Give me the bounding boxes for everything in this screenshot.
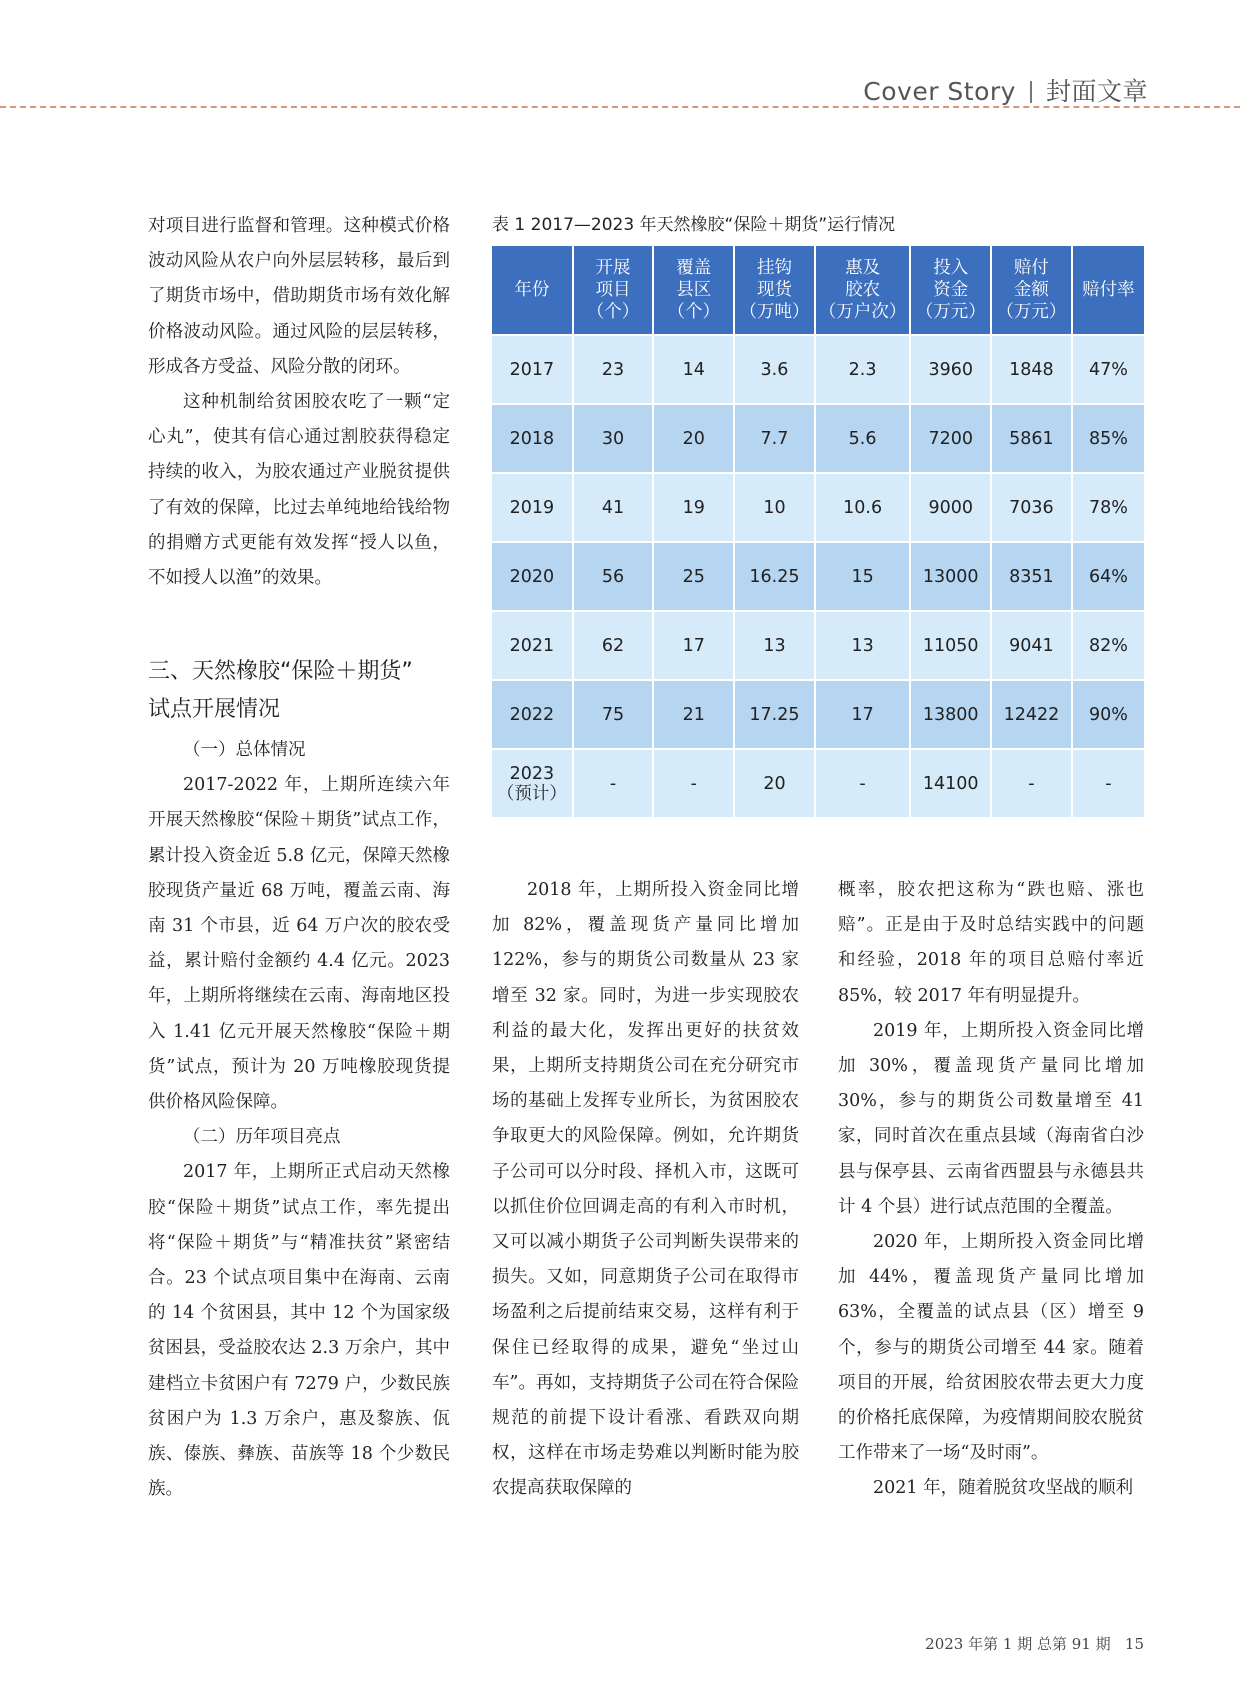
cell-rate: 85%	[1072, 404, 1144, 473]
cell-counties: -	[653, 749, 734, 817]
table-header-row	[492, 246, 1144, 335]
paragraph: 2021 年，随着脱贫攻坚战的顺利	[873, 1478, 1134, 1499]
running-header	[863, 72, 1148, 108]
cell-farmers: 5.6	[815, 404, 911, 473]
issue-info: 2023 年第 1 期 总第 91 期	[925, 1635, 1111, 1653]
cell-projects: -	[573, 749, 654, 817]
cell-counties: 20	[653, 404, 734, 473]
paragraph: 2017-2022 年，上期所连续六年开展天然橡胶“保险＋期货”试点工作，累计投入资金近 5.8 亿元，保障天然橡胶现货产量近 68 万吨，覆盖云南、海南 31 个市县，近 64 万户次的胶农受益，累计赔付金额约 4.4 亿元。2023 年，上期所将继续在云南、海南地区投入 1.41 亿元开展天然橡胶“保险＋期货”试点，预计为 20 万吨橡胶现货提供价格风险保障。	[148, 775, 450, 1113]
cell-farmers: 10.6	[815, 473, 911, 542]
header-payout: 赔付 金额 （万元）	[991, 246, 1072, 335]
table-row	[492, 473, 1144, 542]
cell-counties: 25	[653, 542, 734, 611]
table-row	[492, 335, 1144, 404]
table-row	[492, 680, 1144, 749]
cell-year-note: （预计）	[496, 783, 567, 804]
table-row	[492, 749, 1144, 817]
cell-rate: 78%	[1072, 473, 1144, 542]
table-row	[492, 611, 1144, 680]
cell-invest: 9000	[910, 473, 991, 542]
paragraph: 2017 年，上期所正式启动天然橡胶“保险＋期货”试点工作，率先提出将“保险＋期货”与“精准扶贫”紧密结合。23 个试点项目集中在海南、云南的 14 个贫困县，其中 12 个为国家级贫困县，受益胶农达 2.3 万余户，其中建档立卡贫困户有 7279 户，少数民族贫困户为 1.3 万余户，惠及黎族、佤族、傣族、彝族、苗族等 18 个少数民族。	[148, 1162, 450, 1500]
paragraph: 2018 年，上期所投入资金同比增加 82%，覆盖现货产量同比增加 122%，参与的期货公司数量从 23 家增至 32 家。同时，为进一步实现胶农利益的最大化，发挥出更好的扶贫效果，上期所支持期货公司在充分研究市场的基础上发挥专业所长，为贫困胶农争取更大的风险保障。例如，允许期货子公司可以分时段、择机入市，这既可以抓住价位回调走高的有利入市时机，又可以减小期货子公司判断失误带来的损失。又如，同意期货子公司在取得市场盈利之后提前结束交易，这样有利于保住已经取得的成果，避免“坐过山车”。再如，支持期货子公司在符合保险规范的前提下设计看涨、看跌双向期权，这样在市场走势难以判断时能为胶农提高获取保障的	[492, 880, 799, 1499]
section-heading-line1: 三、天然橡胶“保险＋期货”	[148, 659, 413, 684]
cell-projects: 56	[573, 542, 654, 611]
header-projects: 开展 项目 （个）	[573, 246, 654, 335]
cell-farmers: -	[815, 749, 911, 817]
data-table	[492, 246, 1144, 817]
page-number: 15	[1124, 1635, 1144, 1653]
cell-rate: 90%	[1072, 680, 1144, 749]
cell-invest: 13800	[910, 680, 991, 749]
cell-spot: 20	[734, 749, 815, 817]
cell-counties: 21	[653, 680, 734, 749]
paragraph: 2020 年，上期所投入资金同比增加 44%，覆盖现货产量同比增加 63%，全覆盖的试点县（区）增至 9 个，参与的期货公司增至 44 家。随着项目的开展，给贫困胶农带去更大力度的价格托底保障，为疫情期间胶农脱贫工作带来了一场“及时雨”。	[838, 1232, 1144, 1464]
column-right	[838, 873, 1144, 1507]
cell-projects: 30	[573, 404, 654, 473]
page-footer	[925, 1633, 1144, 1654]
cell-payout: 1848	[991, 335, 1072, 404]
subheading-overall: （一）总体情况	[183, 740, 306, 760]
table-caption: 表 1 2017—2023 年天然橡胶“保险＋期货”运行情况	[492, 215, 896, 235]
header-dashed-rule	[0, 106, 1240, 108]
cell-year: 2017	[492, 335, 573, 404]
cell-payout: 5861	[991, 404, 1072, 473]
subheading-highlights: （二）历年项目亮点	[183, 1127, 341, 1148]
cell-rate: 82%	[1072, 611, 1144, 680]
cell-year: 2020	[492, 542, 573, 611]
cell-invest: 14100	[910, 749, 991, 817]
cell-year: 2022	[492, 680, 573, 749]
paragraph: 2019 年，上期所投入资金同比增加 30%，覆盖现货产量同比增加 30%，参与的期货公司数量增至 41 家，同时首次在重点县域（海南省白沙县与保亭县、云南省西盟县与永德县共计 4 个县）进行试点范围的全覆盖。	[838, 1020, 1144, 1217]
section-heading-line2: 试点开展情况	[148, 697, 281, 722]
cell-spot: 7.7	[734, 404, 815, 473]
header-separator	[1030, 81, 1032, 103]
header-rate: 赔付率	[1072, 246, 1144, 335]
cell-projects: 41	[573, 473, 654, 542]
cell-projects: 62	[573, 611, 654, 680]
table-row	[492, 404, 1144, 473]
cell-year: 2019	[492, 473, 573, 542]
header-counties: 覆盖 县区 （个）	[653, 246, 734, 335]
header-spot: 挂钩 现货 （万吨）	[734, 246, 815, 335]
header-year: 年份	[492, 246, 573, 335]
cell-invest: 13000	[910, 542, 991, 611]
cell-payout: 9041	[991, 611, 1072, 680]
cell-year: 2018	[492, 404, 573, 473]
cell-invest: 3960	[910, 335, 991, 404]
column-left-bottom	[148, 653, 450, 1507]
cell-farmers: 15	[815, 542, 911, 611]
section-heading	[148, 653, 450, 729]
cell-counties: 19	[653, 473, 734, 542]
cell-rate: 64%	[1072, 542, 1144, 611]
cell-rate: -	[1072, 749, 1144, 817]
cell-counties: 17	[653, 611, 734, 680]
cell-spot: 10	[734, 473, 815, 542]
cell-projects: 23	[573, 335, 654, 404]
section-name-en: Cover Story	[863, 77, 1016, 106]
cell-payout: -	[991, 749, 1072, 817]
column-middle	[492, 873, 799, 1507]
cell-farmers: 17	[815, 680, 911, 749]
cell-invest: 11050	[910, 611, 991, 680]
cell-invest: 7200	[910, 404, 991, 473]
paragraph: 这种机制给贫困胶农吃了一颗“定心丸”，使其有信心通过割胶获得稳定持续的收入，为胶农通过产业脱贫提供了有效的保障，比过去单纯地给钱给物的捐赠方式更能有效发挥“授人以鱼，不如授人以渔”的效果。	[148, 392, 450, 589]
header-farmers: 惠及 胶农 （万户次）	[815, 246, 911, 335]
cell-payout: 8351	[991, 542, 1072, 611]
column-left-top	[148, 209, 450, 596]
cell-counties: 14	[653, 335, 734, 404]
header-invest: 投入 资金 （万元）	[910, 246, 991, 335]
section-name-cn: 封面文章	[1045, 77, 1148, 106]
cell-spot: 3.6	[734, 335, 815, 404]
table-row	[492, 542, 1144, 611]
cell-projects: 75	[573, 680, 654, 749]
cell-spot: 13	[734, 611, 815, 680]
cell-year: 2023 （预计）	[492, 749, 573, 817]
cell-spot: 17.25	[734, 680, 815, 749]
cell-payout: 7036	[991, 473, 1072, 542]
paragraph: 概率，胶农把这称为“跌也赔、涨也赔”。正是由于及时总结实践中的问题和经验，2018 年的项目总赔付率近 85%，较 2017 年有明显提升。	[838, 880, 1144, 1006]
cell-year: 2021	[492, 611, 573, 680]
cell-spot: 16.25	[734, 542, 815, 611]
cell-payout: 12422	[991, 680, 1072, 749]
paragraph: 对项目进行监督和管理。这种模式价格波动风险从农户向外层层转移，最后到了期货市场中，借助期货市场有效化解价格波动风险。通过风险的层层转移，形成各方受益、风险分散的闭环。	[148, 216, 450, 377]
cell-rate: 47%	[1072, 335, 1144, 404]
cell-farmers: 13	[815, 611, 911, 680]
cell-farmers: 2.3	[815, 335, 911, 404]
